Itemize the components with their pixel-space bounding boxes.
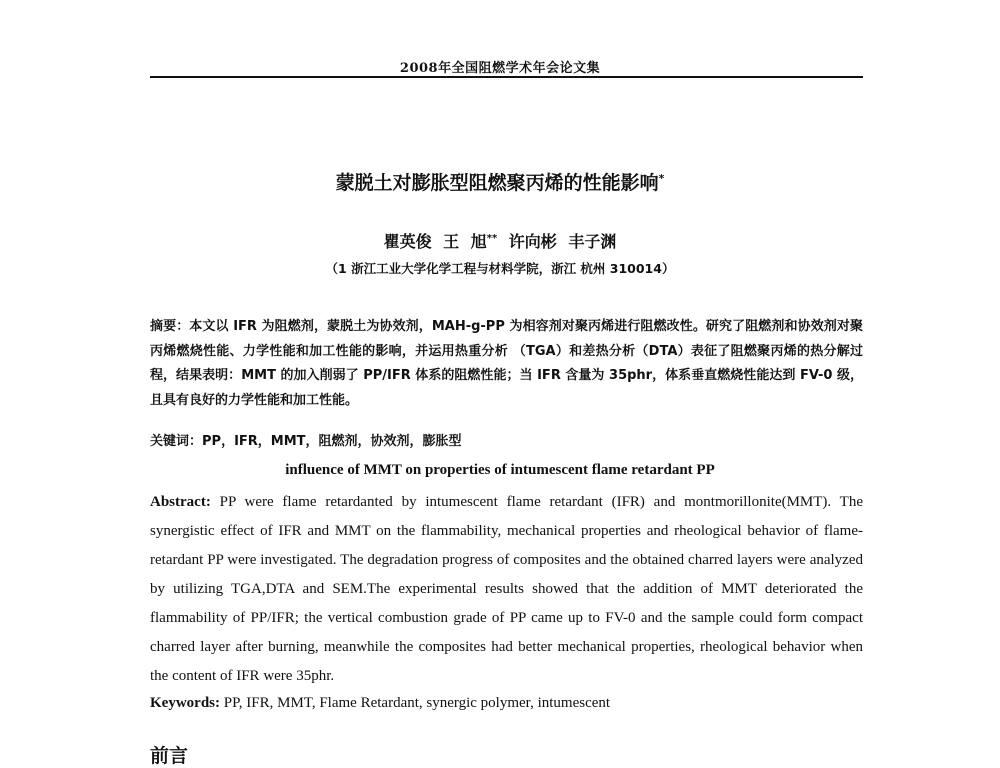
keywords-cn-text: PP，IFR，MMT，阻燃剂，协效剂，膨胀型 — [202, 434, 462, 449]
author-name: 丰子渊 — [568, 232, 617, 251]
paper-title-en: influence of MMT on properties of intumescent flame retardant PP — [285, 462, 715, 478]
keywords-cn-label: 关键词： — [150, 434, 203, 449]
keywords-cn — [150, 431, 863, 453]
abstract-en — [150, 488, 863, 691]
author-name: 许向彬 — [508, 232, 557, 251]
affiliation: （1 浙江工业大学化学工程与材料学院，浙江 杭州 310014） — [325, 261, 675, 276]
author-name: 王 旭** — [443, 232, 498, 251]
author-name: 瞿英俊 — [383, 232, 432, 251]
abstract-cn — [150, 315, 863, 413]
keywords-en — [150, 692, 863, 714]
abstract-cn-label: 摘要： — [150, 319, 190, 334]
header-rule — [150, 76, 863, 78]
author-footnote-mark: ** — [486, 233, 498, 244]
title-text: 蒙脱土对膨胀型阻燃聚丙烯的性能影响 — [335, 172, 659, 194]
section-heading-intro: 前言 — [150, 745, 189, 767]
abstract-en-label: Abstract: — [150, 494, 211, 510]
author-list — [0, 229, 1000, 252]
keywords-en-label: Keywords: — [150, 695, 220, 711]
abstract-cn-text: 本文以 IFR 为阻燃剂，蒙脱土为协效剂，MAH-g-PP 为相容剂对聚丙烯进行阻燃改性。研究了阻燃剂和协效剂对聚丙烯燃烧性能、力学性能和加工性能的影响，并运用热重分析 （TGA）和差热分析（DTA）表征了阻燃聚丙烯的热分解过程，结果表明：MMT 的加入削弱了 PP/IFR 体系的阻燃性能；当 IFR 含量为 35phr，体系垂直燃烧性能达到 FV-0 级，且具有良好的力学性能和加工性能。 — [150, 319, 863, 408]
paper-title-cn — [0, 168, 1000, 195]
title-footnote-mark: * — [658, 172, 665, 185]
running-header: 2008年全国阻燃学术年会论文集 — [399, 61, 601, 76]
keywords-en-text: PP, IFR, MMT, Flame Retardant, synergic polymer, intumescent — [223, 695, 611, 711]
abstract-en-text: PP were flame retardanted by intumescent flame retardant (IFR) and montmorillonite(MMT). The synergistic effect of IFR and MMT on the flammability, mechanical properties and rheological behavior of flame-retardant PP were investigated. The degradation progress of composites and the obtained charred layers were analyzed by utilizing TGA,DTA and SEM.The experimental results showed that the addition of MMT deteriorated the flammability of PP/IFR; the vertical combustion grade of PP came up to FV-0 and the sample could form compact charred layer after burning, meanwhile the composites had better mechanical properties, rheological behavior when the content of IFR were 35phr. — [150, 494, 863, 684]
